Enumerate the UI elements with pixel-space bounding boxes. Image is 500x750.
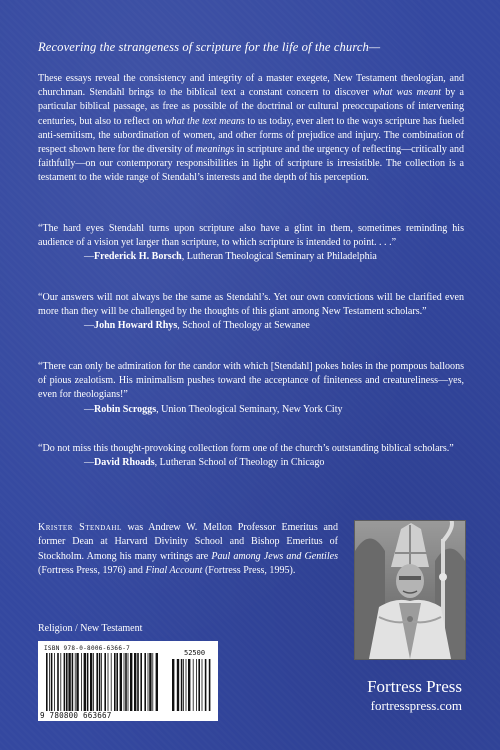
author-photo (354, 520, 466, 660)
barcode-bar (64, 653, 66, 711)
author-bio (38, 521, 338, 579)
description-text: to us today, ever alert to the ways scripture has fueled anti-semitism, the subordination of women, and other forms of prejudice and injury. The combination of respect shown here for the diversity of (38, 115, 464, 156)
description-emphasis: meanings (195, 144, 235, 156)
barcode-bar (144, 653, 146, 711)
endorsement-text: “Our answers will not always be the same as Stendahl’s. Yet our own convictions will be clarified even more than they will be challenged by the thoughts of this giant among New Testament scholars.” (38, 292, 464, 318)
barcode-bar (60, 653, 61, 711)
endorser-name: David Rhoads (94, 457, 155, 469)
barcode-bar (137, 653, 139, 711)
barcode-bar (54, 653, 55, 711)
endorsement-attribution (38, 456, 464, 470)
endorsement-text: “The hard eyes Stendahl turns upon scripture also have a glint in them, sometimes reminding his audience of a vision yet larger than scripture, to which scripture is intended to point. . . .” (38, 223, 464, 249)
description-emphasis: what was meant (372, 87, 442, 99)
endorsement (38, 360, 464, 417)
barcode-bar (111, 653, 112, 711)
barcode-bar (76, 653, 78, 711)
book-title: Final Account (145, 565, 203, 577)
endorser-affiliation: , School of Theology at Sewanee (177, 320, 310, 332)
barcode-bar (72, 653, 74, 711)
barcode-bar (202, 659, 203, 711)
barcode-bar (84, 653, 86, 711)
barcode-bar (196, 659, 197, 711)
description-text: in scripture and the urgency of reflecting—critically and faithfully—on our contemporary responsibilities in light of scripture is irresistible. The collection is a testament to the wide range of Stendahl’s interests and the depth of his perception. (38, 144, 464, 184)
endorser-affiliation: , Union Theological Seminary, New York City (156, 403, 343, 415)
barcode-bar (177, 659, 179, 711)
barcode-bar (104, 653, 106, 711)
barcode-bar (125, 653, 127, 711)
endorser-name: Robin Scroggs (94, 403, 157, 415)
barcode-bar (205, 659, 207, 711)
barcode-bar (152, 653, 153, 711)
publisher-name: Fortress Press (367, 677, 462, 696)
barcode-bar (87, 653, 89, 711)
book-title: Paul among Jews and Gentiles (211, 550, 339, 562)
barcode-bar (114, 653, 116, 711)
barcode-bar (93, 653, 94, 711)
barcode-bar (186, 659, 187, 711)
barcode-bar (148, 653, 149, 711)
author-portrait-image (355, 521, 465, 659)
publisher (367, 677, 462, 714)
endorsement-attribution (38, 250, 464, 264)
barcode-bar (116, 653, 118, 711)
barcode-bar (124, 653, 125, 711)
attribution-dash: — (84, 403, 95, 415)
author-bio-text: (Fortress Press, 1976) and (38, 565, 146, 577)
endorser-affiliation: , Lutheran School of Theology in Chicago (154, 457, 325, 469)
attribution-dash: — (84, 251, 95, 263)
author-name: Krister Stendahl (38, 522, 122, 533)
endorsement-text: “Do not miss this thought-provoking collection form one of the church’s outstanding biblical scholars.” (38, 443, 454, 454)
category-label: Religion / New Testament (38, 623, 143, 634)
description (38, 72, 464, 186)
barcode-bar (90, 653, 92, 711)
barcode-bar (128, 653, 129, 711)
barcode-bar (108, 653, 109, 711)
barcode-bar (188, 659, 190, 711)
barcode-digits: 9 780800 663667 (40, 711, 112, 720)
isbn-number: ISBN 978-0-8006-6366-7 (44, 645, 131, 652)
author-bio-text: (Fortress Press, 1995). (202, 565, 296, 577)
endorsement-attribution (38, 403, 464, 417)
endorsement-attribution (38, 319, 464, 333)
barcode-bar (156, 653, 158, 711)
barcode-bar (181, 659, 183, 711)
barcode-bar (198, 659, 200, 711)
price-code: 52500 (184, 649, 206, 657)
barcode-bar (66, 653, 68, 711)
barcode-bar (101, 653, 102, 711)
attribution-dash: — (84, 320, 95, 332)
endorsement-text: “There can only be admiration for the candor with which [Stendahl] pokes holes in the pompous balloons of pious zealotism. His minimalism pushes toward the acceptance of finiteness and creatureliness—yes, even for theologians!” (38, 361, 464, 401)
publisher-url: fortresspress.com (370, 698, 462, 713)
barcode-bar (120, 653, 122, 711)
barcode-bar (81, 653, 82, 711)
barcode-bar (96, 653, 98, 711)
endorser-name: Frederick H. Borsch (94, 251, 182, 263)
endorser-affiliation: , Lutheran Theological Seminary at Philadelphia (181, 251, 377, 263)
endorsement (38, 222, 464, 265)
description-text: These essays reveal the consistency and integrity of a master exegete, New Testament theologian, and churchman. Stendahl brings to the biblical text a constant concern to discover (38, 73, 464, 99)
endorsement (38, 442, 464, 470)
barcode-bar (46, 653, 48, 711)
barcode-bar (183, 659, 184, 711)
description-emphasis: what the text means (164, 115, 245, 127)
barcode-bar (172, 659, 174, 711)
author-bio-text: was Andrew W. Mellon Professor Emeritus and former Dean at Harvard Divinity School and Bishop Emeritus of Stockholm. Among his many writings are (38, 522, 338, 562)
barcode (38, 641, 218, 721)
barcode-bar (130, 653, 132, 711)
barcode-bar (49, 653, 50, 711)
barcode-bar (149, 653, 151, 711)
barcode-bar (134, 653, 136, 711)
barcode-bar (68, 653, 70, 711)
barcode-bar (99, 653, 101, 711)
barcode-bar (140, 653, 142, 711)
endorsement (38, 291, 464, 334)
barcode-bar (209, 659, 211, 711)
description-text: by a particular biblical passage, as free as possible of the doctrinal or cultural preoccupations of intervening centuries, but also to reflect on (38, 87, 465, 127)
endorser-name: John Howard Rhys (94, 320, 178, 332)
barcode-bar (57, 653, 59, 711)
barcode-bar (75, 653, 76, 711)
tagline: Recovering the strangeness of scripture for the life of the church— (38, 40, 381, 54)
barcode-bar (51, 653, 53, 711)
attribution-dash: — (84, 457, 95, 469)
barcode-bar (193, 659, 194, 711)
